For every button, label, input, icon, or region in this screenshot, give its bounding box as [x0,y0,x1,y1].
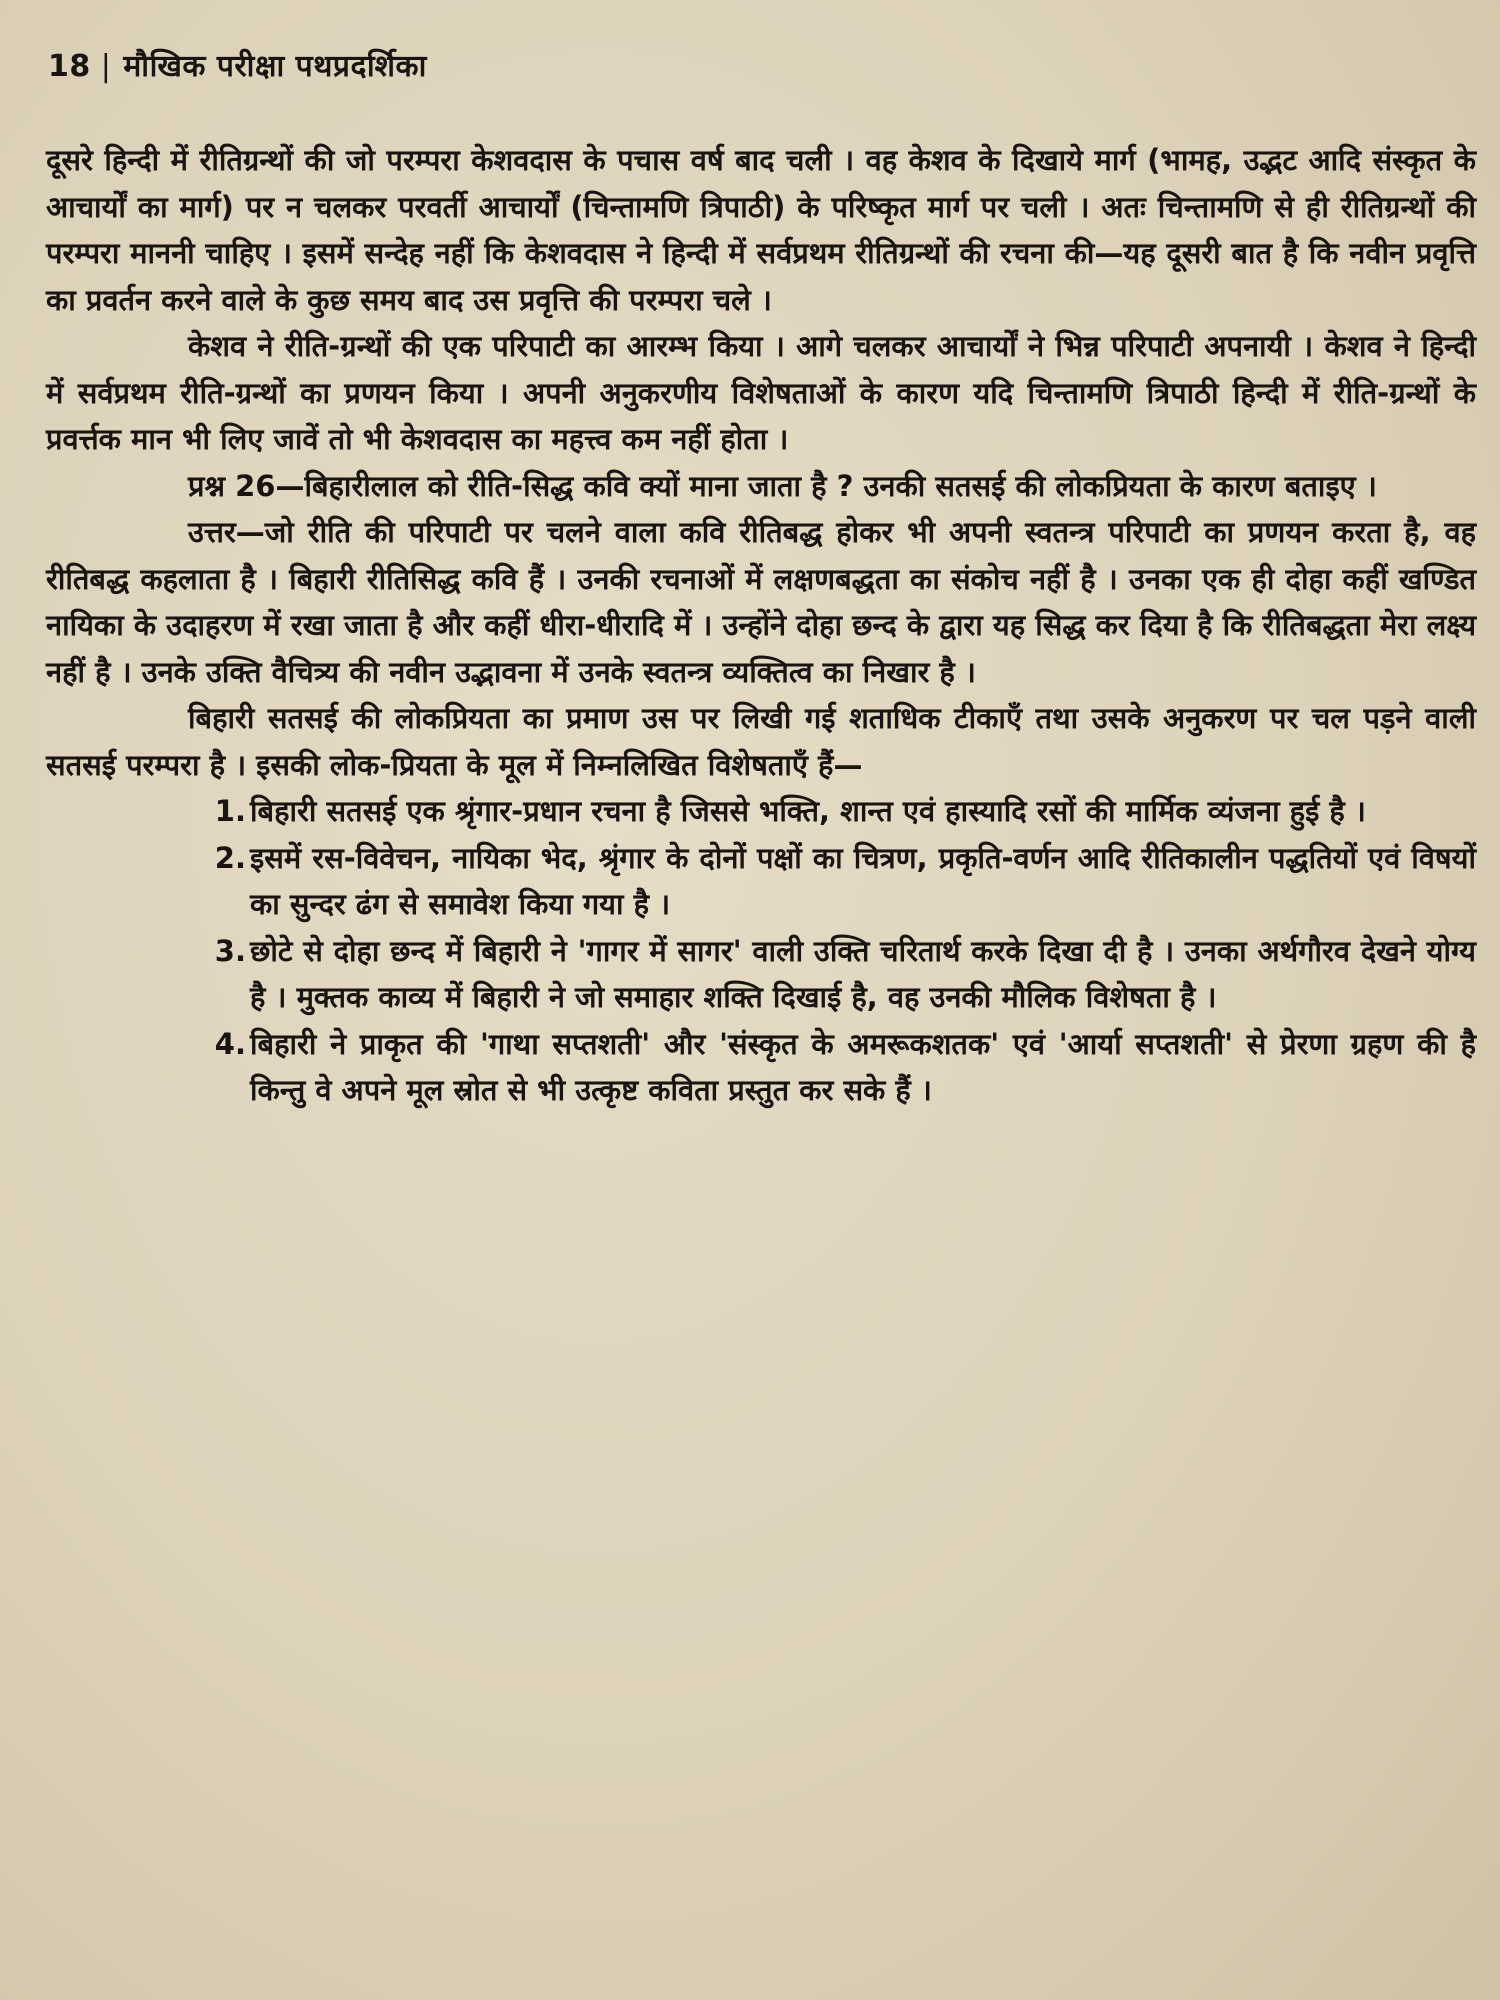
list-item-text: बिहारी ने प्राकृत की 'गाथा सप्तशती' और 'संस्कृत के अमरूकशतक' एवं 'आर्या सप्तशती' से प्रेरणा ग्रहण की है किन्तु वे अपने मूल स्रोत से भी उत्कृष्ट कविता प्रस्तुत कर सके हैं । [250,1026,1476,1107]
question-26: प्रश्न 26—बिहारीलाल को रीति-सिद्ध कवि क्यों माना जाता है ? उनकी सतसई की लोकप्रियता के कारण बताइए । [188,468,1377,503]
header-separator: | [100,49,112,84]
list-item-text: इसमें रस-विवेचन, नायिका भेद, श्रृंगार के दोनों पक्षों का चित्रण, प्रकृति-वर्णन आदि रीतिकालीन पद्धतियों एवं विषयों का सुन्दर ढंग से समावेश किया गया है । [250,840,1476,921]
list-item [46,1021,1476,1114]
list-item [46,928,1476,1021]
list-item [46,788,1476,835]
list-item-number: 1. [214,794,246,828]
popularity-paragraph: बिहारी सतसई की लोकप्रियता का प्रमाण उस पर लिखी गई शताधिक टीकाएँ तथा उसके अनुकरण पर चल पड़ने वाली सतसई परम्परा है । इसकी लोक-प्रियता के मूल में निम्नलिखित विशेषताएँ हैं— [46,701,1476,782]
book-title: मौखिक परीक्षा पथप्रदर्शिका [123,49,427,84]
list-item-text: छोटे से दोहा छन्द में बिहारी ने 'गागर में सागर' वाली उक्ति चरितार्थ करके दिखा दी है । उनका अर्थगौरव देखने योग्य है । मुक्तक काव्य में बिहारी ने जो समाहार शक्ति दिखाई है, वह उनकी मौलिक विशेषता है । [250,933,1476,1014]
list-item-number: 3. [214,933,246,968]
page-number: 18 [48,49,91,84]
list-item-text: बिहारी सतसई एक श्रृंगार-प्रधान रचना है जिससे भक्ति, शान्त एवं हास्यादि रसों की मार्मिक व्यंजना हुई है । [250,794,1366,828]
paragraph-keshav: केशव ने रीति-ग्रन्थों की एक परिपाटी का आरम्भ किया । आगे चलकर आचार्यों ने भिन्न परिपाटी अपनायी । केशव ने हिन्दी में सर्वप्रथम रीति-ग्रन्थों का प्रणयन किया । अपनी अनुकरणीय विशेषताओं के कारण यदि चिन्तामणि त्रिपाठी हिन्दी में रीति-ग्रन्थों के प्रवर्त्तक मान भी लिए जावें तो भी केशवदास का महत्त्व कम नहीं होता । [46,329,1476,456]
list-item-number: 4. [214,1026,246,1061]
features-list [46,788,1476,1114]
list-item [46,835,1476,928]
list-item-number: 2. [214,840,246,875]
page-body [46,137,1476,1114]
page-header [48,44,427,85]
paragraph-continuation: दूसरे हिन्दी में रीतिग्रन्थों की जो परम्परा केशवदास के पचास वर्ष बाद चली । वह केशव के दिखाये मार्ग (भामह, उद्भट आदि संस्कृत के आचार्यों का मार्ग) पर न चलकर परवर्ती आचार्यों (चिन्तामणि त्रिपाठी) के परिष्कृत मार्ग पर चली । अतः चिन्तामणि से ही रीतिग्रन्थों की परम्परा माननी चाहिए । इसमें सन्देह नहीं कि केशवदास ने हिन्दी में सर्वप्रथम रीतिग्रन्थों की रचना की—यह दूसरी बात है कि नवीन प्रवृत्ति का प्रवर्तन करने वाले के कुछ समय बाद उस प्रवृत्ति की परम्परा चले । [46,143,1476,317]
answer-paragraph: उत्तर—जो रीति की परिपाटी पर चलने वाला कवि रीतिबद्ध होकर भी अपनी स्वतन्त्र परिपाटी का प्रणयन करता है, वह रीतिबद्ध कहलाता है । बिहारी रीतिसिद्ध कवि हैं । उनकी रचनाओं में लक्षणबद्धता का संकोच नहीं है । उनका एक ही दोहा कहीं खण्डित नायिका के उदाहरण में रखा जाता है और कहीं धीरा-धीरादि में । उन्होंने दोहा छन्द के द्वारा यह सिद्ध कर दिया है कि रीतिबद्धता मेरा लक्ष्य नहीं है । उनके उक्ति वैचित्र्य की नवीन उद्भावना में उनके स्वतन्त्र व्यक्तित्व का निखार है । [46,515,1477,689]
